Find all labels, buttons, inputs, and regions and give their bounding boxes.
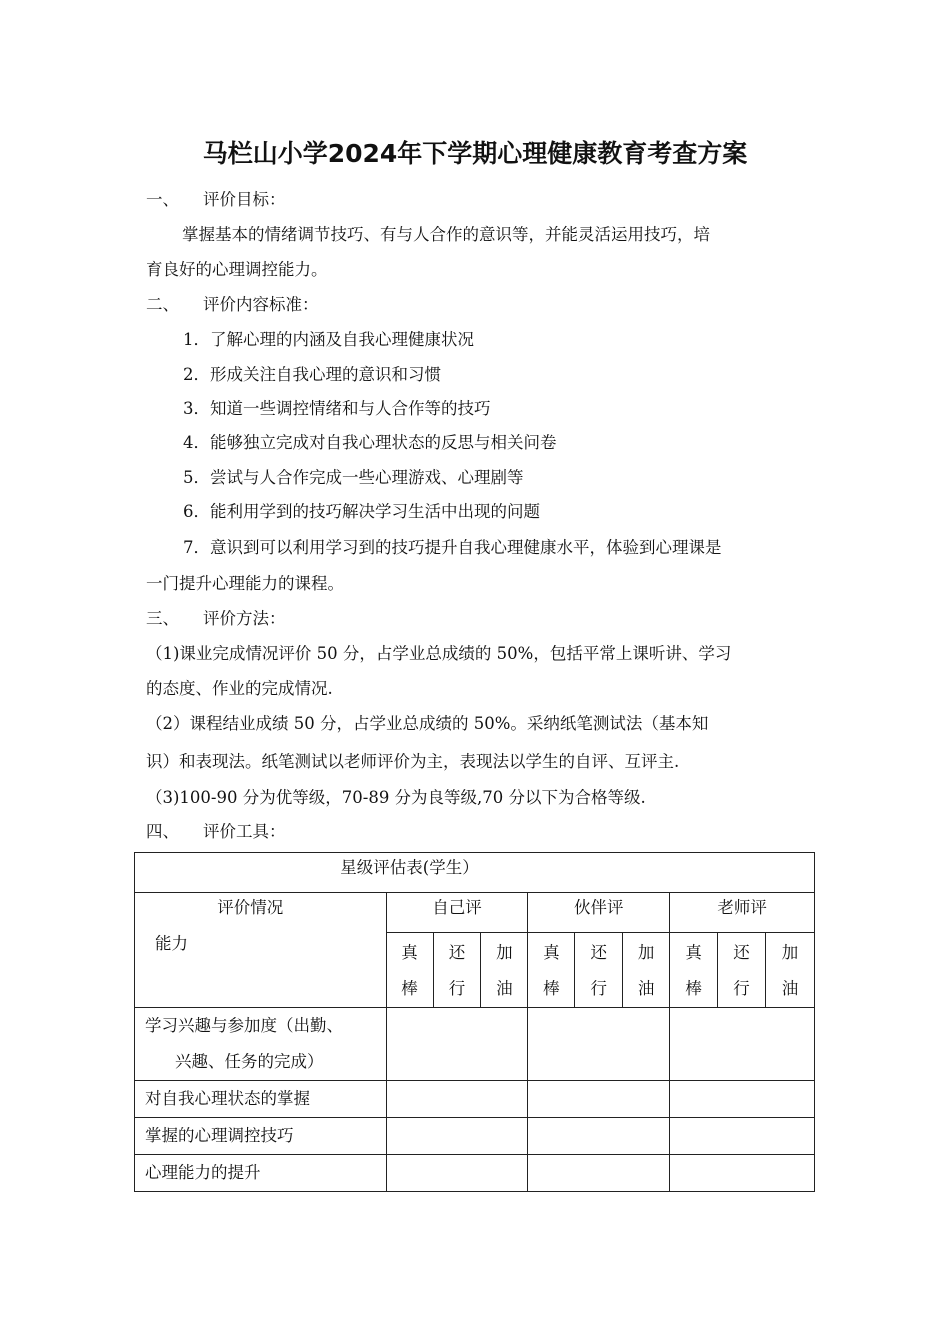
level-char: 还 [448,943,466,962]
group-header-teacher: 老师评 [670,893,815,933]
criteria-item-3: 3．知道一些调控情绪和与人合作等的技巧 [183,399,491,418]
group-header-peer: 伙伴评 [528,893,670,933]
ability-row-label: 心理能力的提升 [135,1155,387,1192]
level-char: 加 [637,943,655,962]
rating-cell[interactable] [670,1008,815,1081]
criteria-item-7-continued: 一门提升心理能力的课程。 [146,574,344,593]
level-cell [575,933,623,1008]
ability-row-label: 掌握的心理调控技巧 [135,1118,387,1155]
section-3-number: 三、 [146,609,179,628]
group-header-self: 自己评 [386,893,528,933]
level-cell [670,933,718,1008]
rating-cell[interactable] [386,1118,528,1155]
ability-label-line: 兴趣、任务的完成） [175,1052,324,1071]
table-caption-cell [135,853,815,893]
section-4-number: 四、 [146,822,179,841]
section-1-heading: 评价目标： [203,190,286,209]
level-char: 棒 [685,979,702,998]
rating-cell[interactable] [670,1081,815,1118]
level-char: 行 [590,979,607,998]
level-char: 行 [733,979,750,998]
ability-row-label: 对自我心理状态的掌握 [135,1081,387,1118]
level-char: 加 [496,943,513,962]
section-4-heading: 评价工具： [203,822,286,841]
level-char: 真 [543,943,560,962]
section-2-number: 二、 [146,295,179,314]
section-1-paragraph-line-2: 育良好的心理调控能力。 [146,260,328,279]
method-1-line-2: 的态度、作业的完成情况. [146,679,333,698]
rating-cell[interactable] [528,1118,670,1155]
document-title: 马栏山小学2024年下学期心理健康教育考查方案 [202,139,748,168]
level-cell [481,933,528,1008]
level-char: 棒 [401,979,418,998]
level-cell [386,933,433,1008]
method-3: （3)100-90 分为优等级，70-89 分为良等级,70 分以下为合格等级. [146,788,646,807]
rating-cell[interactable] [386,1155,528,1192]
rating-cell[interactable] [386,1081,528,1118]
criteria-item-2: 2．形成关注自我心理的意识和习惯 [183,365,441,384]
section-1-paragraph-line-1: 掌握基本的情绪调节技巧、有与人合作的意识等，并能灵活运用技巧，培 [182,225,710,244]
method-1-line-1: （1)课业完成情况评价 50 分，占学业总成绩的 50%，包括平常上课听讲、学习 [146,644,732,663]
rating-cell[interactable] [386,1008,528,1081]
table-corner-cell [135,893,387,1008]
level-cell [623,933,670,1008]
level-char: 油 [781,979,799,998]
table-caption: 星级评估表(学生） [340,858,479,877]
ability-label-line: 学习兴趣与参加度（出勤、 [145,1016,343,1035]
level-char: 油 [496,979,513,998]
section-3-heading: 评价方法： [203,609,286,628]
star-rating-table [134,852,815,1192]
ability-row-label [135,1008,387,1081]
method-2-line-1: （2）课程结业成绩 50 分，占学业总成绩的 50%。采纳纸笔测试法（基本知 [146,714,709,733]
rating-cell[interactable] [528,1155,670,1192]
criteria-item-6: 6．能利用学到的技巧解决学习生活中出现的问题 [183,502,540,521]
rating-cell[interactable] [528,1081,670,1118]
level-cell [718,933,766,1008]
level-char: 还 [733,943,750,962]
section-2-heading: 评价内容标准： [203,295,319,314]
level-char: 真 [685,943,702,962]
criteria-item-5: 5．尝试与人合作完成一些心理游戏、心理剧等 [183,468,524,487]
corner-top-label: 评价情况 [217,898,284,917]
criteria-item-4: 4．能够独立完成对自我心理状态的反思与相关问卷 [183,433,557,452]
level-cell [433,933,481,1008]
level-char: 油 [637,979,655,998]
rating-cell[interactable] [528,1008,670,1081]
method-2-line-2: 识）和表现法。纸笔测试以老师评价为主，表现法以学生的自评、互评主. [146,752,680,771]
criteria-item-7: 7．意识到可以利用学习到的技巧提升自我心理健康水平，体验到心理课是 [183,538,722,557]
level-cell [765,933,814,1008]
level-cell [528,933,575,1008]
rating-cell[interactable] [670,1118,815,1155]
section-1-number: 一、 [146,190,179,209]
corner-bottom-label: 能力 [155,934,188,953]
level-char: 行 [448,979,466,998]
level-char: 棒 [543,979,560,998]
level-char: 还 [590,943,607,962]
level-char: 加 [781,943,799,962]
criteria-item-1: 1．了解心理的内涵及自我心理健康状况 [183,330,474,349]
rating-cell[interactable] [670,1155,815,1192]
level-char: 真 [401,943,418,962]
